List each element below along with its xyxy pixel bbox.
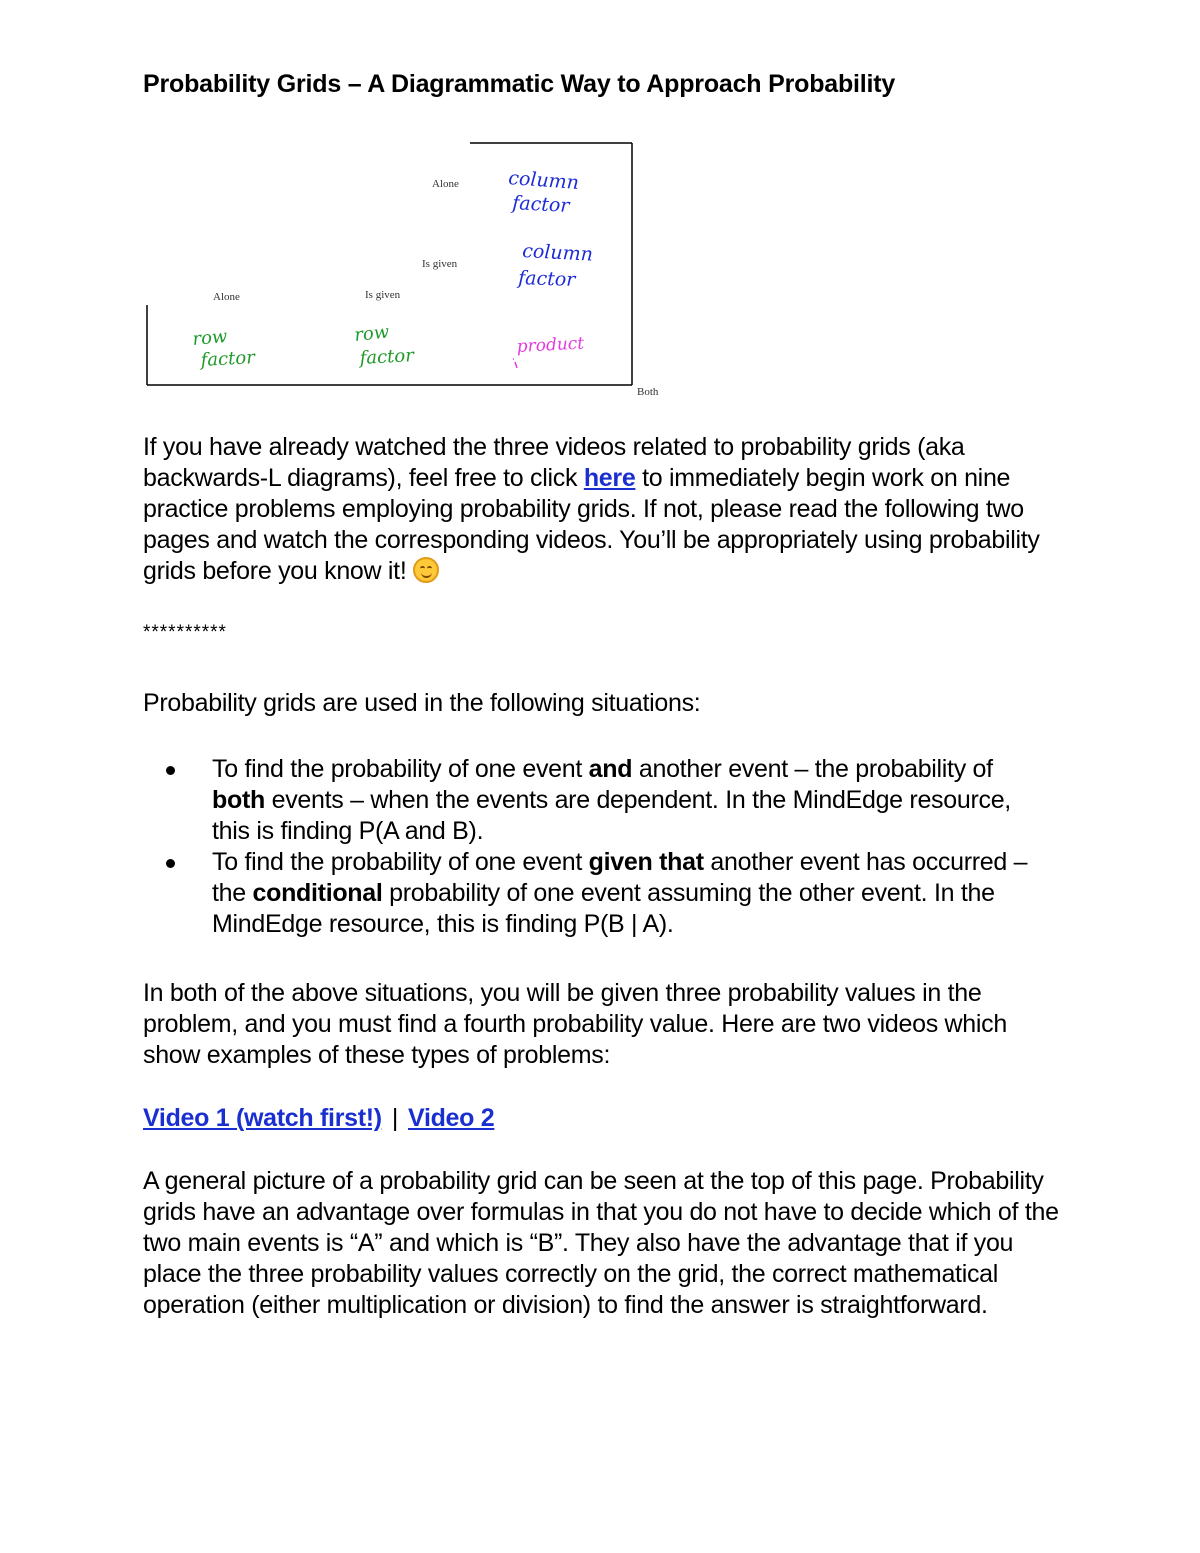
intro-text-1: If you have already watched the three videos related to probability grids (aka backwards-L diagrams), feel free to click bbox=[143, 433, 965, 492]
intro-text-2: to immediately begin work on nine practice problems employing probability grids. If not, please read the following two pages and watch the corresponding videos. You’ll be appropriately using probability grids before you know it! bbox=[143, 464, 1040, 585]
both-situations-paragraph: In both of the above situations, you will be given three probability values in the problem, and you must find a fourth probability value. Here are two videos which show examples of these types of problems: bbox=[143, 979, 1007, 1069]
hw-text: column bbox=[521, 240, 594, 266]
hw-text: factor bbox=[359, 345, 415, 369]
corner-label-both: Both bbox=[637, 386, 659, 398]
col-header-given: Is given bbox=[422, 258, 458, 270]
handwritten-column-factor-2 bbox=[516, 240, 594, 291]
bullet-bold: conditional bbox=[252, 879, 383, 907]
pink-mark bbox=[513, 359, 517, 368]
video-2-link[interactable]: Video 2 bbox=[408, 1104, 495, 1132]
bullet-text: another event – the probability of bbox=[632, 755, 993, 783]
hw-text: factor bbox=[517, 267, 576, 291]
hw-text: row bbox=[353, 321, 391, 346]
hw-text: factor bbox=[200, 347, 256, 371]
hw-text: row bbox=[191, 326, 229, 350]
row-header-alone: Alone bbox=[213, 291, 240, 303]
smiley-emoji-icon bbox=[413, 557, 439, 583]
row-header-given: Is given bbox=[365, 289, 401, 301]
bullet-text: probability of one event assuming the other event. In the MindEdge resource, this is finding P(B | A). bbox=[212, 879, 995, 938]
general-picture-paragraph: A general picture of a probability grid can be seen at the top of this page. Probability grids have an advantage over formulas in that you do not have to decide which of the two main events is “A” and which is “B”. They also have the advantage that if you place the three probability values correctly on the grid, the correct mathematical operation (either multiplication or division) to find the answer is straightforward. bbox=[143, 1167, 1059, 1319]
bullet-bold: both bbox=[212, 786, 265, 814]
separator-stars: ********** bbox=[143, 622, 227, 643]
situations-intro: Probability grids are used in the following situations: bbox=[143, 689, 701, 717]
handwritten-row-factor-1 bbox=[192, 326, 257, 371]
bullet-text: another event has occurred – the bbox=[212, 848, 1028, 907]
handwritten-column-factor-1 bbox=[508, 167, 580, 217]
video-1-link[interactable]: Video 1 (watch first!) bbox=[143, 1104, 382, 1132]
handwritten-row-factor-2 bbox=[353, 321, 415, 369]
hw-text: column bbox=[507, 167, 580, 194]
situations-list bbox=[143, 754, 1043, 940]
here-link[interactable]: here bbox=[583, 464, 636, 492]
bullet-bold: and bbox=[588, 755, 633, 783]
page-title: Probability Grids – A Diagrammatic Way to Approach Probability bbox=[143, 70, 896, 98]
bullet-bold: given that bbox=[588, 848, 704, 876]
video-links bbox=[143, 1103, 1063, 1134]
link-divider: | bbox=[391, 1104, 399, 1132]
col-header-alone: Alone bbox=[432, 178, 459, 190]
bullet-item bbox=[143, 847, 1043, 940]
intro-paragraph bbox=[143, 432, 1063, 587]
bullet-item bbox=[143, 754, 1043, 847]
probability-grid-diagram bbox=[0, 0, 1200, 420]
hw-text: product bbox=[516, 333, 585, 357]
handwritten-product bbox=[516, 333, 585, 357]
hw-text: factor bbox=[511, 192, 570, 217]
bullet-text: To find the probability of one event bbox=[212, 848, 589, 876]
bullet-text: To find the probability of one event bbox=[212, 755, 589, 783]
bullet-text: events – when the events are dependent. In the MindEdge resource, this is finding P(A and B). bbox=[212, 786, 1011, 845]
